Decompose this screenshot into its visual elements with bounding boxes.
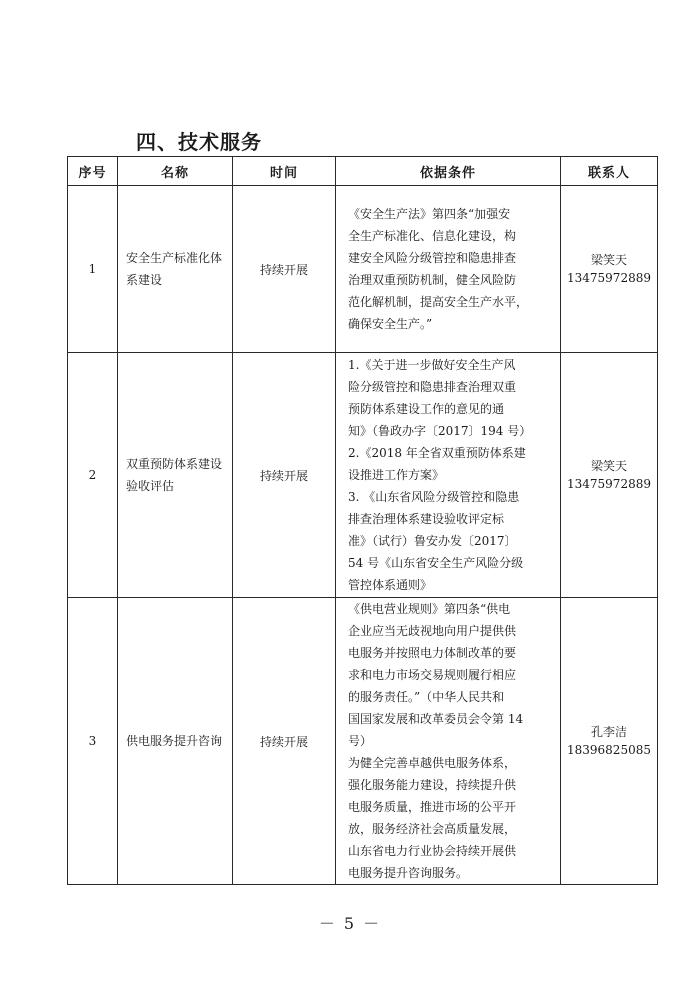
service-time: 持续开展 — [233, 598, 336, 885]
contact-phone: 18396825085 — [567, 743, 651, 757]
contact-phone: 13475972889 — [567, 477, 651, 491]
service-basis — [336, 186, 561, 353]
basis-line: 准》（试行）鲁安办发〔2017〕 — [348, 534, 517, 548]
table-row — [68, 598, 658, 885]
service-time: 持续开展 — [233, 353, 336, 598]
service-name: 供电服务提升咨询 — [118, 598, 233, 885]
table-header-row — [68, 157, 658, 186]
header-time: 时间 — [233, 157, 336, 186]
basis-line: 的服务责任。”（中华人民共和 — [348, 690, 505, 704]
basis-line: 确保安全生产。” — [348, 317, 433, 331]
basis-line: 电服务质量，推进市场的公平开 — [348, 800, 517, 814]
header-contact: 联系人 — [561, 157, 658, 186]
basis-line: 治理双重预防机制，健全风险防 — [348, 273, 517, 287]
basis-line: 《安全生产法》第四条“加强安 — [348, 207, 511, 221]
table-row — [68, 353, 658, 598]
basis-line: 建安全风险分级管控和隐患排查 — [348, 251, 517, 265]
contact-name: 梁笑天 — [590, 459, 627, 473]
basis-line: 排查治理体系建设验收评定标 — [348, 512, 505, 526]
basis-line: 电服务并按照电力体制改革的要 — [348, 646, 517, 660]
row-number: 2 — [68, 353, 118, 598]
table-row — [68, 186, 658, 353]
header-basis: 依据条件 — [336, 157, 561, 186]
basis-line: 企业应当无歧视地向用户提供供 — [348, 624, 517, 638]
basis-line: 范化解机制，提高安全生产水平， — [348, 295, 529, 309]
basis-line: 1.《关于进一步做好安全生产风 — [348, 358, 516, 372]
basis-line: 强化服务能力建设，持续提升供 — [348, 778, 517, 792]
basis-line: 54 号《山东省安全生产风险分级 — [348, 556, 524, 570]
basis-line: 号） — [348, 734, 373, 748]
basis-line: 知》（鲁政办字〔2017〕194 号） — [348, 424, 532, 438]
service-basis — [336, 353, 561, 598]
row-number: 1 — [68, 186, 118, 353]
basis-line: 预防体系建设工作的意见的通 — [348, 402, 505, 416]
row-number: 3 — [68, 598, 118, 885]
contact-phone: 13475972889 — [567, 271, 651, 285]
basis-line: 为健全完善卓越供电服务体系， — [348, 756, 517, 770]
service-contact — [561, 186, 658, 353]
service-basis — [336, 598, 561, 885]
basis-line: 设推进工作方案》 — [348, 468, 445, 482]
basis-line: 山东省电力行业协会持续开展供 — [348, 844, 517, 858]
contact-name: 孔李洁 — [590, 725, 627, 739]
basis-line: 3. 《山东省风险分级管控和隐患 — [348, 490, 520, 504]
basis-line: 全生产标准化、信息化建设，构 — [348, 229, 517, 243]
service-time: 持续开展 — [233, 186, 336, 353]
header-name: 名称 — [118, 157, 233, 186]
contact-name: 梁笑天 — [590, 253, 627, 267]
services-table — [67, 156, 658, 885]
service-name: 双重预防体系建设验收评估 — [118, 353, 233, 598]
basis-line: 《供电营业规则》第四条“供电 — [348, 602, 511, 616]
basis-line: 管控体系通则》 — [348, 578, 433, 592]
service-contact — [561, 353, 658, 598]
basis-line: 2.《2018 年全省双重预防体系建 — [348, 446, 526, 460]
basis-line: 国国家发展和改革委员会令第 14 — [348, 712, 524, 726]
basis-line: 险分级管控和隐患排查治理双重 — [348, 380, 517, 394]
page-number: － 5 － — [318, 914, 382, 933]
service-name: 安全生产标准化体系建设 — [118, 186, 233, 353]
basis-line: 放，服务经济社会高质量发展， — [348, 822, 517, 836]
basis-line: 电服务提升咨询服务。 — [348, 866, 469, 880]
header-no: 序号 — [68, 157, 118, 186]
section-title: 四、技术服务 — [136, 130, 262, 154]
basis-line: 求和电力市场交易规则履行相应 — [348, 668, 517, 682]
service-contact — [561, 598, 658, 885]
